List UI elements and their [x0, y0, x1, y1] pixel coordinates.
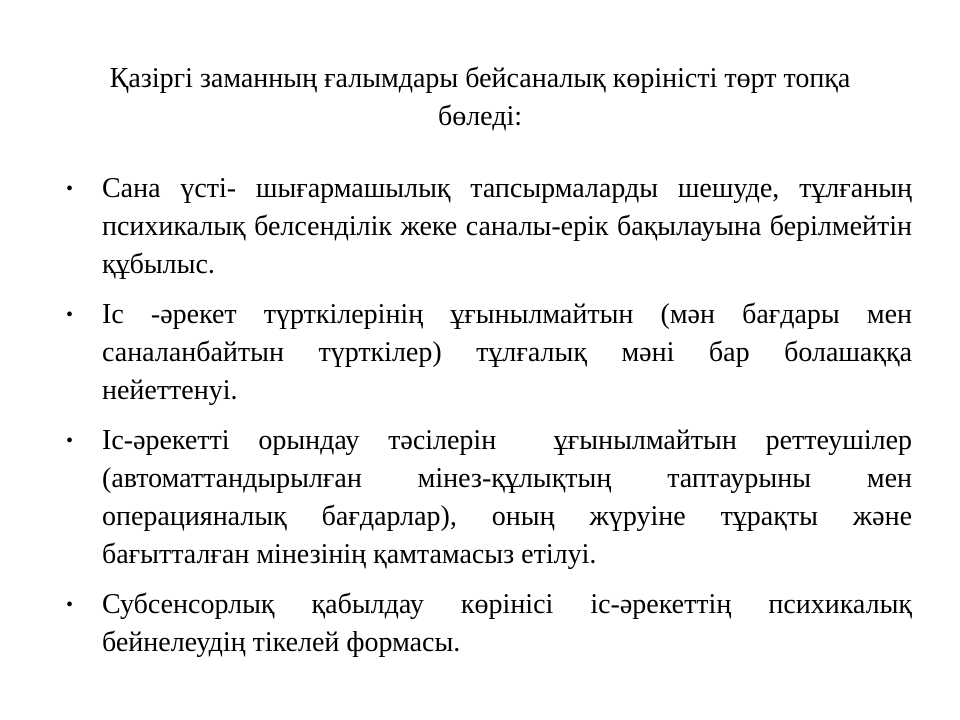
list-item	[62, 170, 919, 284]
list-item	[62, 422, 919, 574]
bullet-text: Іс-әрекетті орындау тәсілерін ұғынылмайтын реттеушілер (автоматтандырылған мінез-құлықтың таптаурыны мен операцияналық бағдарлар), оның жүруіне тұрақты және бағытталған мінезінің қамтамасыз етілуі.	[102, 425, 919, 570]
bullet-text: Сана үсті- шығармашылық тапсырмаларды шешуде, тұлғаның психикалық белсенділік жеке саналы-ерік бақылауына берілмейтін құбылыс.	[102, 173, 919, 280]
list-item	[62, 586, 919, 662]
list-item	[62, 296, 919, 410]
bullet-icon: •	[66, 304, 74, 326]
bullet-text: Субсенсорлық қабылдау көрінісі іс-әрекеттің психикалық бейнелеудің тікелей формасы.	[102, 589, 919, 658]
bullet-icon: •	[66, 178, 74, 200]
bullet-icon: •	[66, 430, 74, 452]
slide-title: Қазіргі заманның ғалымдары бейсаналық көріністі төрт топқа бөледі:	[109, 63, 851, 132]
bullet-list	[62, 170, 919, 674]
bullet-icon: •	[66, 594, 74, 616]
bullet-text: Іс -әрекет түрткілерінің ұғынылмайтын (мән бағдары мен саналанбайтын түрткілер) тұлғалық мәні бар болашаққа нейеттенуі.	[102, 299, 919, 406]
